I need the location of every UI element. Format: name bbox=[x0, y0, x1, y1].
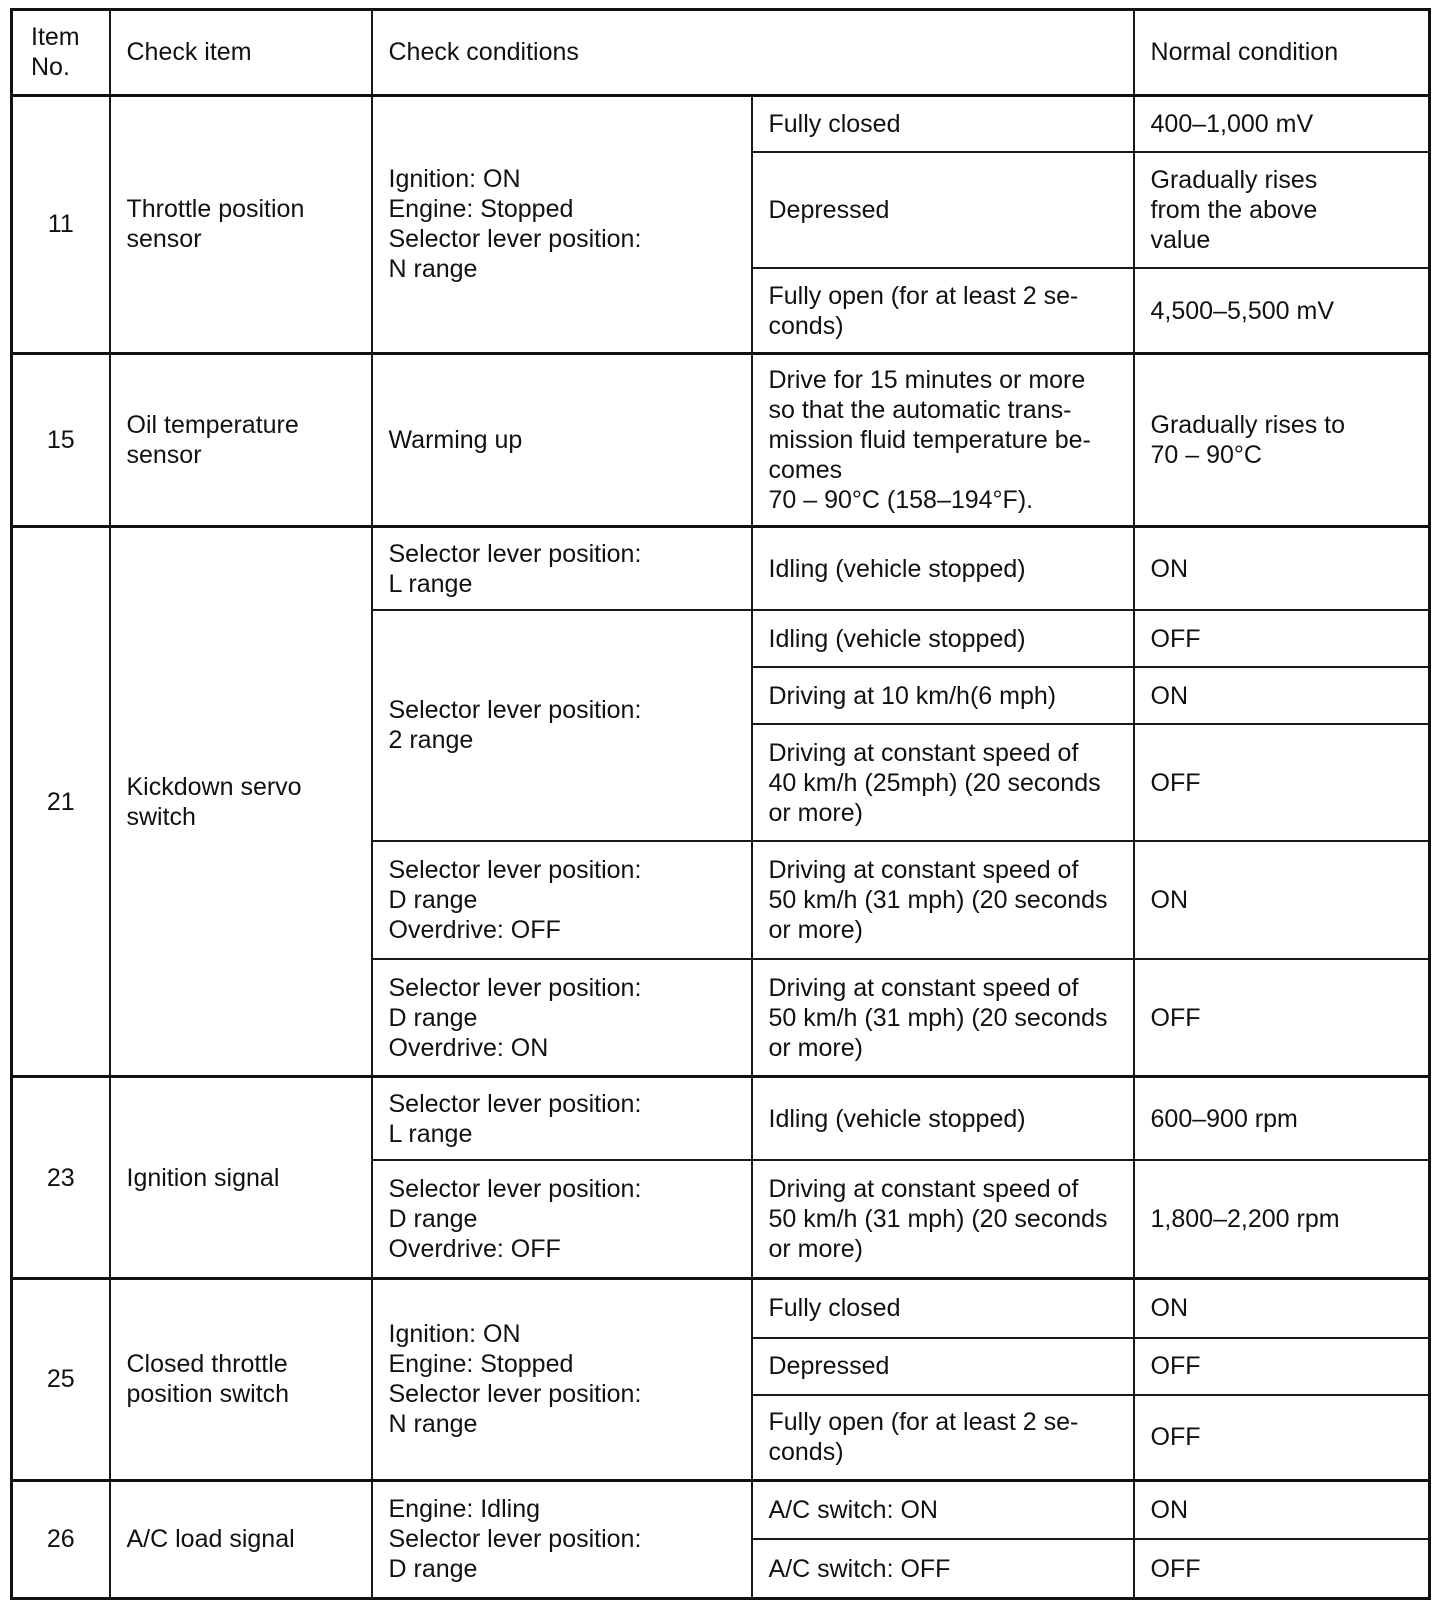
header-check-item: Check item bbox=[110, 10, 372, 96]
check-condition-cell: Engine: Idling Selector lever position: D range bbox=[372, 1480, 752, 1598]
condition-detail-cell: Fully open (for at least 2 se- conds) bbox=[752, 1395, 1134, 1481]
item-no-cell: 25 bbox=[12, 1279, 110, 1481]
table-row bbox=[12, 1480, 1430, 1539]
check-condition-cell: Selector lever position: L range bbox=[372, 527, 752, 611]
condition-detail-cell: Drive for 15 minutes or more so that the automatic trans- mission fluid temperature be- comes 70 – 90°C (158–194°F). bbox=[752, 354, 1134, 527]
item-no-cell: 15 bbox=[12, 354, 110, 527]
condition-detail-cell: A/C switch: ON bbox=[752, 1480, 1134, 1539]
check-condition-cell: Warming up bbox=[372, 354, 752, 527]
table-row bbox=[12, 1279, 1430, 1338]
check-item-cell: Kickdown servo switch bbox=[110, 527, 372, 1077]
condition-detail-cell: Driving at 10 km/h(6 mph) bbox=[752, 667, 1134, 724]
header-check-conditions: Check conditions bbox=[372, 10, 1134, 96]
normal-condition-cell: OFF bbox=[1134, 1539, 1430, 1598]
condition-detail-cell: Idling (vehicle stopped) bbox=[752, 527, 1134, 611]
item-no-cell: 11 bbox=[12, 95, 110, 354]
header-item-no: Item No. bbox=[12, 10, 110, 96]
check-condition-cell: Ignition: ON Engine: Stopped Selector lever position: N range bbox=[372, 95, 752, 354]
normal-condition-cell: ON bbox=[1134, 527, 1430, 611]
normal-condition-cell: Gradually rises to 70 – 90°C bbox=[1134, 354, 1430, 527]
check-item-cell: Ignition signal bbox=[110, 1077, 372, 1279]
check-condition-cell: Selector lever position: 2 range bbox=[372, 610, 752, 840]
condition-detail-cell: Fully closed bbox=[752, 95, 1134, 152]
check-condition-cell: Selector lever position: D range Overdrive: OFF bbox=[372, 1160, 752, 1278]
normal-condition-cell: Gradually rises from the above value bbox=[1134, 152, 1430, 268]
check-item-cell: Throttle position sensor bbox=[110, 95, 372, 354]
normal-condition-cell: ON bbox=[1134, 841, 1430, 959]
header-row bbox=[12, 10, 1430, 96]
normal-condition-cell: ON bbox=[1134, 1480, 1430, 1539]
table-row bbox=[12, 95, 1430, 152]
normal-condition-cell: ON bbox=[1134, 667, 1430, 724]
normal-condition-cell: OFF bbox=[1134, 610, 1430, 667]
normal-condition-cell: OFF bbox=[1134, 1395, 1430, 1481]
condition-detail-cell: Fully open (for at least 2 se- conds) bbox=[752, 268, 1134, 354]
check-item-cell: A/C load signal bbox=[110, 1480, 372, 1598]
condition-detail-cell: Driving at constant speed of 50 km/h (31 mph) (20 seconds or more) bbox=[752, 1160, 1134, 1278]
normal-condition-cell: 4,500–5,500 mV bbox=[1134, 268, 1430, 354]
normal-condition-cell: 1,800–2,200 rpm bbox=[1134, 1160, 1430, 1278]
spec-page bbox=[10, 8, 1428, 1600]
normal-condition-cell: OFF bbox=[1134, 724, 1430, 840]
normal-condition-cell: 400–1,000 mV bbox=[1134, 95, 1430, 152]
table-row bbox=[12, 527, 1430, 611]
condition-detail-cell: Driving at constant speed of 50 km/h (31 mph) (20 seconds or more) bbox=[752, 959, 1134, 1077]
condition-detail-cell: Driving at constant speed of 50 km/h (31 mph) (20 seconds or more) bbox=[752, 841, 1134, 959]
condition-detail-cell: Idling (vehicle stopped) bbox=[752, 1077, 1134, 1161]
header-normal-condition: Normal condition bbox=[1134, 10, 1430, 96]
normal-condition-cell: OFF bbox=[1134, 1338, 1430, 1395]
check-item-cell: Closed throttle position switch bbox=[110, 1279, 372, 1481]
normal-condition-cell: ON bbox=[1134, 1279, 1430, 1338]
condition-detail-cell: Fully closed bbox=[752, 1279, 1134, 1338]
check-item-cell: Oil temperature sensor bbox=[110, 354, 372, 527]
condition-detail-cell: Driving at constant speed of 40 km/h (25mph) (20 seconds or more) bbox=[752, 724, 1134, 840]
item-no-cell: 26 bbox=[12, 1480, 110, 1598]
item-no-cell: 23 bbox=[12, 1077, 110, 1279]
condition-detail-cell: A/C switch: OFF bbox=[752, 1539, 1134, 1598]
check-condition-cell: Selector lever position: D range Overdrive: OFF bbox=[372, 841, 752, 959]
condition-detail-cell: Depressed bbox=[752, 152, 1134, 268]
condition-detail-cell: Depressed bbox=[752, 1338, 1134, 1395]
normal-condition-cell: 600–900 rpm bbox=[1134, 1077, 1430, 1161]
condition-detail-cell: Idling (vehicle stopped) bbox=[752, 610, 1134, 667]
check-condition-cell: Selector lever position: D range Overdrive: ON bbox=[372, 959, 752, 1077]
normal-condition-cell: OFF bbox=[1134, 959, 1430, 1077]
table-row bbox=[12, 1077, 1430, 1161]
check-table bbox=[10, 8, 1431, 1600]
item-no-cell: 21 bbox=[12, 527, 110, 1077]
table-row bbox=[12, 354, 1430, 527]
check-condition-cell: Ignition: ON Engine: Stopped Selector lever position: N range bbox=[372, 1279, 752, 1481]
check-condition-cell: Selector lever position: L range bbox=[372, 1077, 752, 1161]
